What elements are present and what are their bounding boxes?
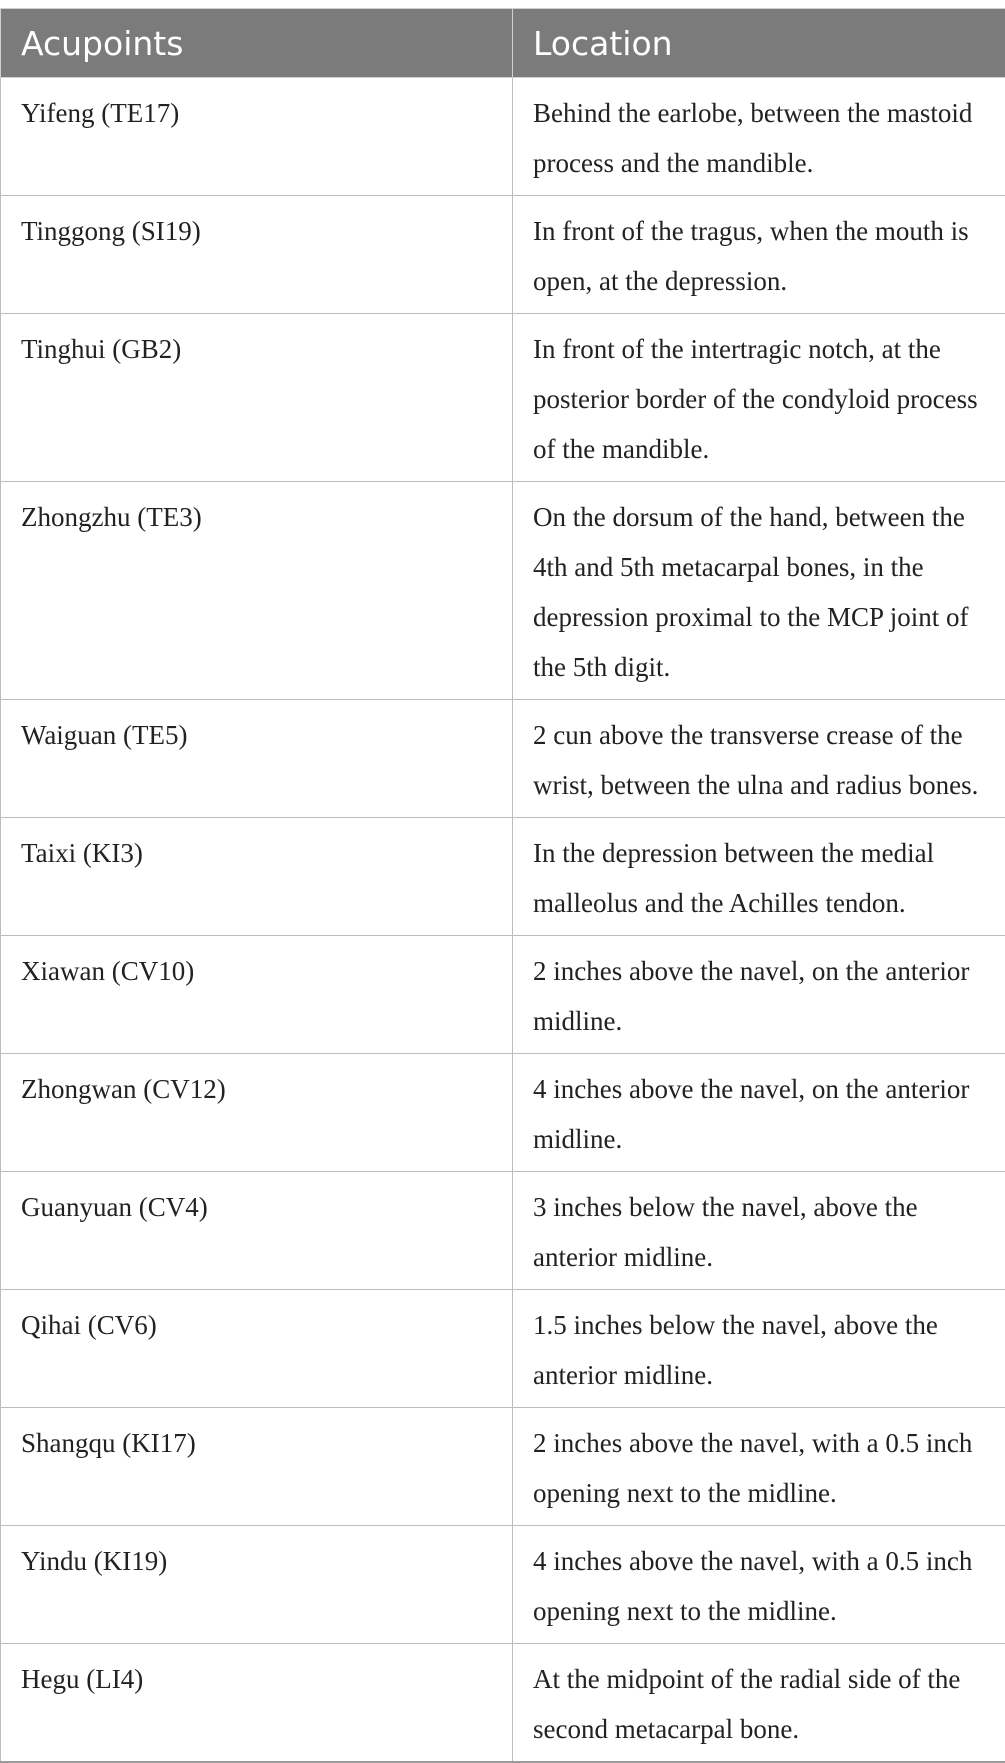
acupoint-cell: Qihai (CV6) xyxy=(1,1290,513,1408)
location-cell: In the depression between the medial malleolus and the Achilles tendon. xyxy=(513,818,1005,936)
location-cell: On the dorsum of the hand, between the 4th and 5th metacarpal bones, in the depression proximal to the MCP joint of the 5th digit. xyxy=(513,482,1005,700)
table-row xyxy=(1,1526,1005,1644)
location-cell: 2 inches above the navel, on the anterior midline. xyxy=(513,936,1005,1054)
acupoint-cell: Yifeng (TE17) xyxy=(1,78,513,196)
table-row xyxy=(1,700,1005,818)
acupoints-table xyxy=(0,8,1005,1763)
table-header-row xyxy=(1,9,1005,78)
location-cell: 4 inches above the navel, on the anterior midline. xyxy=(513,1054,1005,1172)
table-row xyxy=(1,936,1005,1054)
table-row xyxy=(1,1290,1005,1408)
table-row xyxy=(1,818,1005,936)
acupoint-cell: Taixi (KI3) xyxy=(1,818,513,936)
acupoint-cell: Shangqu (KI17) xyxy=(1,1408,513,1526)
location-cell: 4 inches above the navel, with a 0.5 inch opening next to the midline. xyxy=(513,1526,1005,1644)
acupoint-cell: Zhongzhu (TE3) xyxy=(1,482,513,700)
location-cell: In front of the intertragic notch, at the posterior border of the condyloid process of the mandible. xyxy=(513,314,1005,482)
header-acupoints: Acupoints xyxy=(1,9,513,78)
acupoint-cell: Guanyuan (CV4) xyxy=(1,1172,513,1290)
location-cell: At the midpoint of the radial side of the second metacarpal bone. xyxy=(513,1644,1005,1763)
acupoint-cell: Tinghui (GB2) xyxy=(1,314,513,482)
table-row xyxy=(1,482,1005,700)
location-cell: In front of the tragus, when the mouth is open, at the depression. xyxy=(513,196,1005,314)
location-cell: Behind the earlobe, between the mastoid process and the mandible. xyxy=(513,78,1005,196)
table-row xyxy=(1,78,1005,196)
location-cell: 3 inches below the navel, above the anterior midline. xyxy=(513,1172,1005,1290)
table-row xyxy=(1,1408,1005,1526)
table-row xyxy=(1,1054,1005,1172)
acupoint-cell: Tinggong (SI19) xyxy=(1,196,513,314)
location-cell: 1.5 inches below the navel, above the anterior midline. xyxy=(513,1290,1005,1408)
acupoint-cell: Hegu (LI4) xyxy=(1,1644,513,1763)
table-row xyxy=(1,1172,1005,1290)
location-cell: 2 cun above the transverse crease of the wrist, between the ulna and radius bones. xyxy=(513,700,1005,818)
table-row xyxy=(1,1644,1005,1763)
location-cell: 2 inches above the navel, with a 0.5 inch opening next to the midline. xyxy=(513,1408,1005,1526)
table-row xyxy=(1,314,1005,482)
acupoints-table-container xyxy=(0,8,1005,1763)
table-row xyxy=(1,196,1005,314)
acupoint-cell: Yindu (KI19) xyxy=(1,1526,513,1644)
header-location: Location xyxy=(513,9,1005,78)
acupoint-cell: Waiguan (TE5) xyxy=(1,700,513,818)
acupoint-cell: Zhongwan (CV12) xyxy=(1,1054,513,1172)
acupoint-cell: Xiawan (CV10) xyxy=(1,936,513,1054)
